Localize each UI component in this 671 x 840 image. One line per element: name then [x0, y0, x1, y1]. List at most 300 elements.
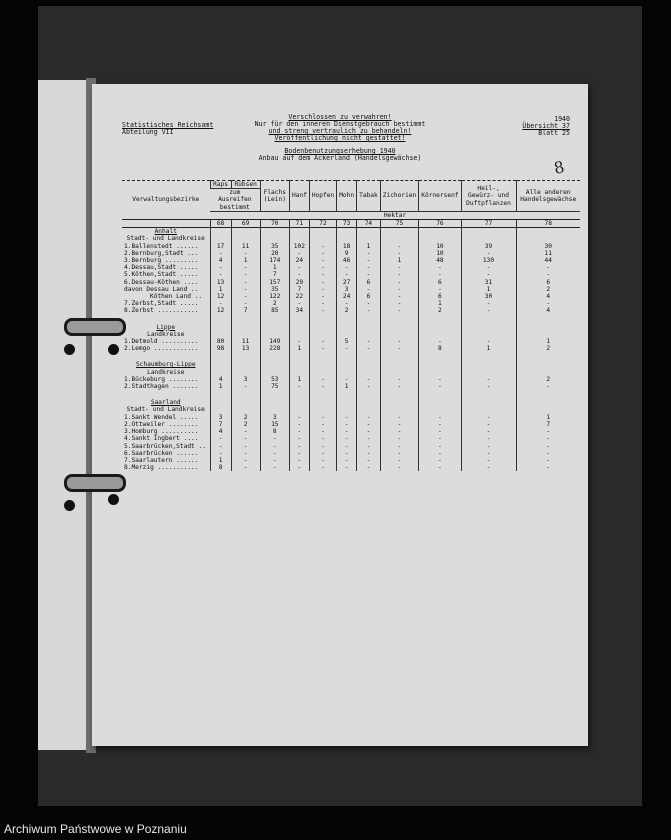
- col-header-district: Verwaltungsbezirke: [122, 181, 210, 220]
- col-subheader-ripening: zum Ausreifen bestimmt: [210, 189, 260, 212]
- value-cell: [289, 361, 309, 368]
- table-subtitle: Anbau auf dem Ackerland (Handelsgewächse): [258, 154, 422, 162]
- value-cell: 3: [231, 376, 260, 383]
- value-cell: 1: [380, 257, 419, 264]
- value-cell: [516, 369, 580, 376]
- district-name: 1.Detmold ..........: [124, 338, 199, 346]
- value-cell: -: [289, 421, 309, 428]
- col-header-zichorien: Zichorien: [380, 181, 419, 212]
- value-cell: 18: [337, 243, 357, 250]
- value-cell: 4: [210, 257, 231, 264]
- col-header-ruebsen: Rübsen: [231, 181, 260, 189]
- value-cell: -: [380, 243, 419, 250]
- spacer-cell: [210, 352, 231, 361]
- table-row: [122, 435, 580, 442]
- table-body: [122, 228, 580, 472]
- value-cell: [419, 324, 461, 331]
- value-cell: [309, 369, 336, 376]
- value-cell: [231, 331, 260, 338]
- value-cell: -: [289, 300, 309, 307]
- value-cell: 6: [419, 293, 461, 300]
- region-heading-row: [122, 399, 580, 406]
- table-row: [122, 264, 580, 271]
- value-cell: [357, 369, 381, 376]
- col-header-mohn: Mohn: [337, 181, 357, 212]
- value-cell: [231, 399, 260, 406]
- spacer-cell: [289, 352, 309, 361]
- value-cell: 8: [419, 345, 461, 352]
- value-cell: 1: [516, 338, 580, 345]
- value-cell: 5: [337, 338, 357, 345]
- table-row: [122, 338, 580, 345]
- value-cell: -: [380, 307, 419, 314]
- value-cell: -: [357, 300, 381, 307]
- value-cell: [210, 331, 231, 338]
- value-cell: 11: [516, 250, 580, 257]
- value-cell: [516, 399, 580, 406]
- value-cell: 4: [210, 428, 231, 435]
- district-name: Köthen Land ..: [150, 293, 203, 301]
- table-row: [122, 243, 580, 250]
- value-cell: -: [309, 279, 336, 286]
- value-cell: -: [231, 435, 260, 442]
- value-cell: 27: [337, 279, 357, 286]
- value-cell: -: [231, 383, 260, 390]
- value-cell: 2: [231, 414, 260, 421]
- value-cell: 35: [260, 286, 289, 293]
- value-cell: [309, 361, 336, 368]
- value-cell: -: [210, 264, 231, 271]
- value-cell: [231, 361, 260, 368]
- value-cell: -: [461, 271, 516, 278]
- value-cell: 35: [260, 243, 289, 250]
- value-cell: 174: [260, 257, 289, 264]
- value-cell: -: [337, 450, 357, 457]
- col-number: 73: [337, 220, 357, 228]
- value-cell: -: [309, 293, 336, 300]
- value-cell: [357, 228, 381, 236]
- spacer-cell: [337, 352, 357, 361]
- value-cell: [210, 228, 231, 236]
- value-cell: 29: [289, 279, 309, 286]
- value-cell: -: [380, 457, 419, 464]
- value-cell: [516, 228, 580, 236]
- value-cell: -: [309, 443, 336, 450]
- spacer-row: [122, 315, 580, 324]
- value-cell: -: [380, 264, 419, 271]
- value-cell: [380, 228, 419, 236]
- value-cell: 1: [461, 286, 516, 293]
- value-cell: -: [210, 250, 231, 257]
- spacer-cell: [122, 315, 210, 324]
- spacer-cell: [231, 390, 260, 399]
- value-cell: -: [461, 414, 516, 421]
- value-cell: 48: [419, 257, 461, 264]
- col-number: 70: [260, 220, 289, 228]
- value-cell: 8: [210, 464, 231, 471]
- value-cell: [461, 235, 516, 242]
- value-cell: -: [380, 414, 419, 421]
- value-cell: -: [357, 414, 381, 421]
- header-center-line-1: Verschlossen zu verwahren!: [288, 113, 392, 121]
- district-name: 1.Bückeburg ........: [124, 375, 199, 383]
- value-cell: 2: [337, 307, 357, 314]
- value-cell: -: [231, 293, 260, 300]
- value-cell: -: [419, 376, 461, 383]
- value-cell: -: [380, 383, 419, 390]
- value-cell: -: [309, 421, 336, 428]
- table-row: [122, 457, 580, 464]
- district-name: 2.Bernburg,Stadt ...: [124, 249, 199, 257]
- value-cell: 2: [516, 376, 580, 383]
- district-name: Schaumburg-Lippe: [135, 361, 196, 369]
- value-cell: [461, 228, 516, 236]
- value-cell: -: [357, 307, 381, 314]
- spacer-cell: [260, 390, 289, 399]
- value-cell: -: [309, 257, 336, 264]
- table-row: [122, 286, 580, 293]
- district-name: 8.Merzig ...........: [124, 464, 199, 472]
- value-cell: 1: [210, 286, 231, 293]
- value-cell: -: [380, 338, 419, 345]
- table-row: [122, 279, 580, 286]
- value-cell: -: [231, 271, 260, 278]
- value-cell: [357, 235, 381, 242]
- value-cell: -: [337, 464, 357, 471]
- district-name: Stadt- und Landkreise: [126, 235, 205, 243]
- value-cell: 1: [357, 243, 381, 250]
- spacer-cell: [380, 315, 419, 324]
- spacer-cell: [122, 352, 210, 361]
- value-cell: -: [309, 307, 336, 314]
- value-cell: -: [289, 457, 309, 464]
- value-cell: 13: [210, 279, 231, 286]
- value-cell: [419, 369, 461, 376]
- district-name: Stadt- und Landkreise: [126, 406, 205, 414]
- value-cell: -: [309, 464, 336, 471]
- value-cell: [337, 324, 357, 331]
- value-cell: -: [337, 271, 357, 278]
- value-cell: -: [337, 435, 357, 442]
- value-cell: -: [260, 450, 289, 457]
- value-cell: 3: [210, 414, 231, 421]
- value-cell: -: [357, 457, 381, 464]
- value-cell: -: [461, 300, 516, 307]
- value-cell: -: [337, 421, 357, 428]
- value-cell: 4: [210, 376, 231, 383]
- value-cell: -: [309, 250, 336, 257]
- value-cell: -: [357, 428, 381, 435]
- value-cell: [357, 399, 381, 406]
- value-cell: [419, 235, 461, 242]
- value-cell: -: [419, 457, 461, 464]
- value-cell: 53: [260, 376, 289, 383]
- value-cell: -: [231, 457, 260, 464]
- value-cell: -: [289, 250, 309, 257]
- punch-hole: [108, 344, 119, 355]
- value-cell: [337, 399, 357, 406]
- value-cell: [309, 228, 336, 236]
- value-cell: 85: [260, 307, 289, 314]
- value-cell: -: [461, 383, 516, 390]
- district-name: 2.Ottweiler ........: [124, 420, 199, 428]
- value-cell: -: [419, 338, 461, 345]
- value-cell: -: [380, 450, 419, 457]
- district-name: 5.Saarbrücken,Stadt ..: [124, 442, 206, 450]
- value-cell: [357, 361, 381, 368]
- value-cell: -: [309, 435, 336, 442]
- district-name: Landkreise: [147, 368, 185, 376]
- value-cell: -: [337, 414, 357, 421]
- header-center-line-2: Nur für den inneren Dienstgebrauch bestimmt: [254, 120, 426, 128]
- value-cell: -: [309, 376, 336, 383]
- punch-hole: [64, 344, 75, 355]
- value-cell: -: [231, 443, 260, 450]
- value-cell: -: [210, 435, 231, 442]
- spacer-cell: [380, 352, 419, 361]
- value-cell: [231, 235, 260, 242]
- value-cell: 1: [337, 383, 357, 390]
- header-right: [522, 116, 570, 137]
- value-cell: -: [516, 435, 580, 442]
- value-cell: 10: [419, 243, 461, 250]
- district-name: 7.Zerbst,Stadt .....: [124, 300, 199, 308]
- value-cell: [419, 331, 461, 338]
- value-cell: -: [419, 443, 461, 450]
- table-row: [122, 293, 580, 300]
- value-cell: -: [337, 457, 357, 464]
- handwritten-note: 8: [552, 157, 567, 178]
- value-cell: [461, 399, 516, 406]
- value-cell: -: [461, 428, 516, 435]
- value-cell: [260, 361, 289, 368]
- value-cell: [260, 399, 289, 406]
- col-header-heilpflanzen: Heil-, Gewürz- und Duftpflanzen: [461, 181, 516, 212]
- value-cell: [289, 324, 309, 331]
- col-number: 77: [461, 220, 516, 228]
- value-cell: -: [260, 435, 289, 442]
- value-cell: 149: [260, 338, 289, 345]
- value-cell: -: [260, 464, 289, 471]
- value-cell: [380, 331, 419, 338]
- spacer-cell: [337, 390, 357, 399]
- value-cell: [289, 406, 309, 413]
- value-cell: -: [337, 264, 357, 271]
- value-cell: 1: [289, 376, 309, 383]
- district-name: 4.Sankt Ingbert ....: [124, 435, 199, 443]
- table-row: [122, 443, 580, 450]
- value-cell: -: [357, 338, 381, 345]
- spacer-cell: [309, 315, 336, 324]
- value-cell: 44: [516, 257, 580, 264]
- value-cell: [419, 228, 461, 236]
- value-cell: -: [516, 383, 580, 390]
- value-cell: -: [357, 376, 381, 383]
- table-row: [122, 464, 580, 471]
- district-name: 8.Zerbst ...........: [124, 307, 199, 315]
- district-name: 1.Sankt Wendel .....: [124, 413, 199, 421]
- header-right-year: 1940: [554, 115, 570, 123]
- value-cell: 12: [210, 293, 231, 300]
- value-cell: -: [419, 435, 461, 442]
- value-cell: -: [210, 443, 231, 450]
- value-cell: -: [309, 286, 336, 293]
- value-cell: [210, 361, 231, 368]
- value-cell: -: [380, 271, 419, 278]
- col-number: 74: [357, 220, 381, 228]
- district-name: Anhalt: [154, 228, 177, 236]
- value-cell: -: [231, 450, 260, 457]
- value-cell: -: [461, 457, 516, 464]
- value-cell: -: [380, 464, 419, 471]
- col-number: 68: [210, 220, 231, 228]
- value-cell: [516, 235, 580, 242]
- value-cell: -: [516, 300, 580, 307]
- district-name: 3.Homburg ..........: [124, 428, 199, 436]
- value-cell: [357, 331, 381, 338]
- col-header-flachs: Flachs (Lein): [260, 181, 289, 212]
- value-cell: [289, 331, 309, 338]
- value-cell: -: [357, 264, 381, 271]
- spacer-cell: [289, 315, 309, 324]
- header-right-overview: Übersicht 37: [522, 122, 570, 130]
- value-cell: [516, 331, 580, 338]
- value-cell: -: [516, 264, 580, 271]
- value-cell: -: [380, 250, 419, 257]
- value-cell: 6: [357, 293, 381, 300]
- value-cell: [380, 399, 419, 406]
- header-right-sheet: Blatt 25: [538, 129, 570, 137]
- value-cell: 7: [210, 421, 231, 428]
- value-cell: 102: [289, 243, 309, 250]
- value-cell: [461, 324, 516, 331]
- value-cell: -: [380, 345, 419, 352]
- value-cell: -: [380, 300, 419, 307]
- value-cell: [260, 369, 289, 376]
- value-cell: 30: [461, 293, 516, 300]
- value-cell: [419, 406, 461, 413]
- table-row: [122, 257, 580, 264]
- spacer-cell: [516, 352, 580, 361]
- value-cell: -: [231, 279, 260, 286]
- district-name: 1.Ballenstedt ......: [124, 242, 199, 250]
- value-cell: [289, 235, 309, 242]
- value-cell: -: [309, 457, 336, 464]
- value-cell: -: [419, 264, 461, 271]
- district-name: davon Dessau Land ..: [124, 285, 199, 293]
- value-cell: -: [380, 376, 419, 383]
- value-cell: -: [357, 443, 381, 450]
- value-cell: -: [516, 428, 580, 435]
- value-cell: 3: [260, 414, 289, 421]
- punch-hole: [108, 494, 119, 505]
- value-cell: [289, 228, 309, 236]
- value-cell: [210, 369, 231, 376]
- binder-ring-top: [64, 318, 126, 336]
- value-cell: -: [419, 383, 461, 390]
- col-number: 71: [289, 220, 309, 228]
- value-cell: [210, 399, 231, 406]
- value-cell: [337, 228, 357, 236]
- value-cell: -: [380, 421, 419, 428]
- header-left-line-2: Abteilung VII: [122, 128, 174, 136]
- col-header-raps: Raps: [210, 181, 231, 189]
- table-row: [122, 414, 580, 421]
- value-cell: -: [380, 443, 419, 450]
- unit-row: Hektar: [210, 211, 580, 219]
- spacer-cell: [122, 390, 210, 399]
- value-cell: 7: [260, 271, 289, 278]
- spacer-cell: [337, 315, 357, 324]
- spacer-cell: [380, 390, 419, 399]
- table-row: [122, 271, 580, 278]
- value-cell: -: [516, 450, 580, 457]
- value-cell: 11: [231, 338, 260, 345]
- value-cell: -: [357, 286, 381, 293]
- value-cell: 1: [461, 345, 516, 352]
- spacer-cell: [260, 352, 289, 361]
- value-cell: 2: [516, 345, 580, 352]
- value-cell: -: [210, 271, 231, 278]
- col-number: 69: [231, 220, 260, 228]
- value-cell: -: [289, 271, 309, 278]
- value-cell: -: [357, 435, 381, 442]
- header-center-line-3: und streng vertraulich zu behandeln!: [268, 127, 412, 135]
- value-cell: [210, 324, 231, 331]
- value-cell: 12: [210, 307, 231, 314]
- archive-caption: Archiwum Państwowe w Poznaniu: [4, 822, 187, 836]
- value-cell: -: [419, 464, 461, 471]
- value-cell: -: [260, 443, 289, 450]
- value-cell: -: [380, 435, 419, 442]
- value-cell: 11: [231, 243, 260, 250]
- value-cell: 46: [337, 257, 357, 264]
- region-subheading-row: [122, 406, 580, 413]
- value-cell: 1: [516, 414, 580, 421]
- value-cell: -: [231, 286, 260, 293]
- value-cell: -: [309, 383, 336, 390]
- value-cell: 17: [210, 243, 231, 250]
- value-cell: [357, 406, 381, 413]
- value-cell: 24: [289, 257, 309, 264]
- value-cell: [337, 235, 357, 242]
- value-cell: 80: [210, 338, 231, 345]
- table-row: [122, 345, 580, 352]
- value-cell: 7: [289, 286, 309, 293]
- col-number: 78: [516, 220, 580, 228]
- binder-ring-bottom: [64, 474, 126, 492]
- col-header-tabak: Tabak: [357, 181, 381, 212]
- value-cell: -: [337, 345, 357, 352]
- value-cell: -: [210, 300, 231, 307]
- value-cell: 1: [210, 457, 231, 464]
- spacer-cell: [357, 390, 381, 399]
- value-cell: [337, 369, 357, 376]
- value-cell: -: [337, 376, 357, 383]
- table-row: [122, 450, 580, 457]
- value-cell: -: [309, 338, 336, 345]
- spacer-cell: [210, 315, 231, 324]
- value-cell: -: [289, 383, 309, 390]
- value-cell: [516, 361, 580, 368]
- value-cell: -: [309, 300, 336, 307]
- value-cell: [380, 235, 419, 242]
- data-table: [122, 180, 580, 471]
- value-cell: -: [461, 264, 516, 271]
- value-cell: 4: [516, 293, 580, 300]
- value-cell: -: [357, 464, 381, 471]
- value-cell: [289, 399, 309, 406]
